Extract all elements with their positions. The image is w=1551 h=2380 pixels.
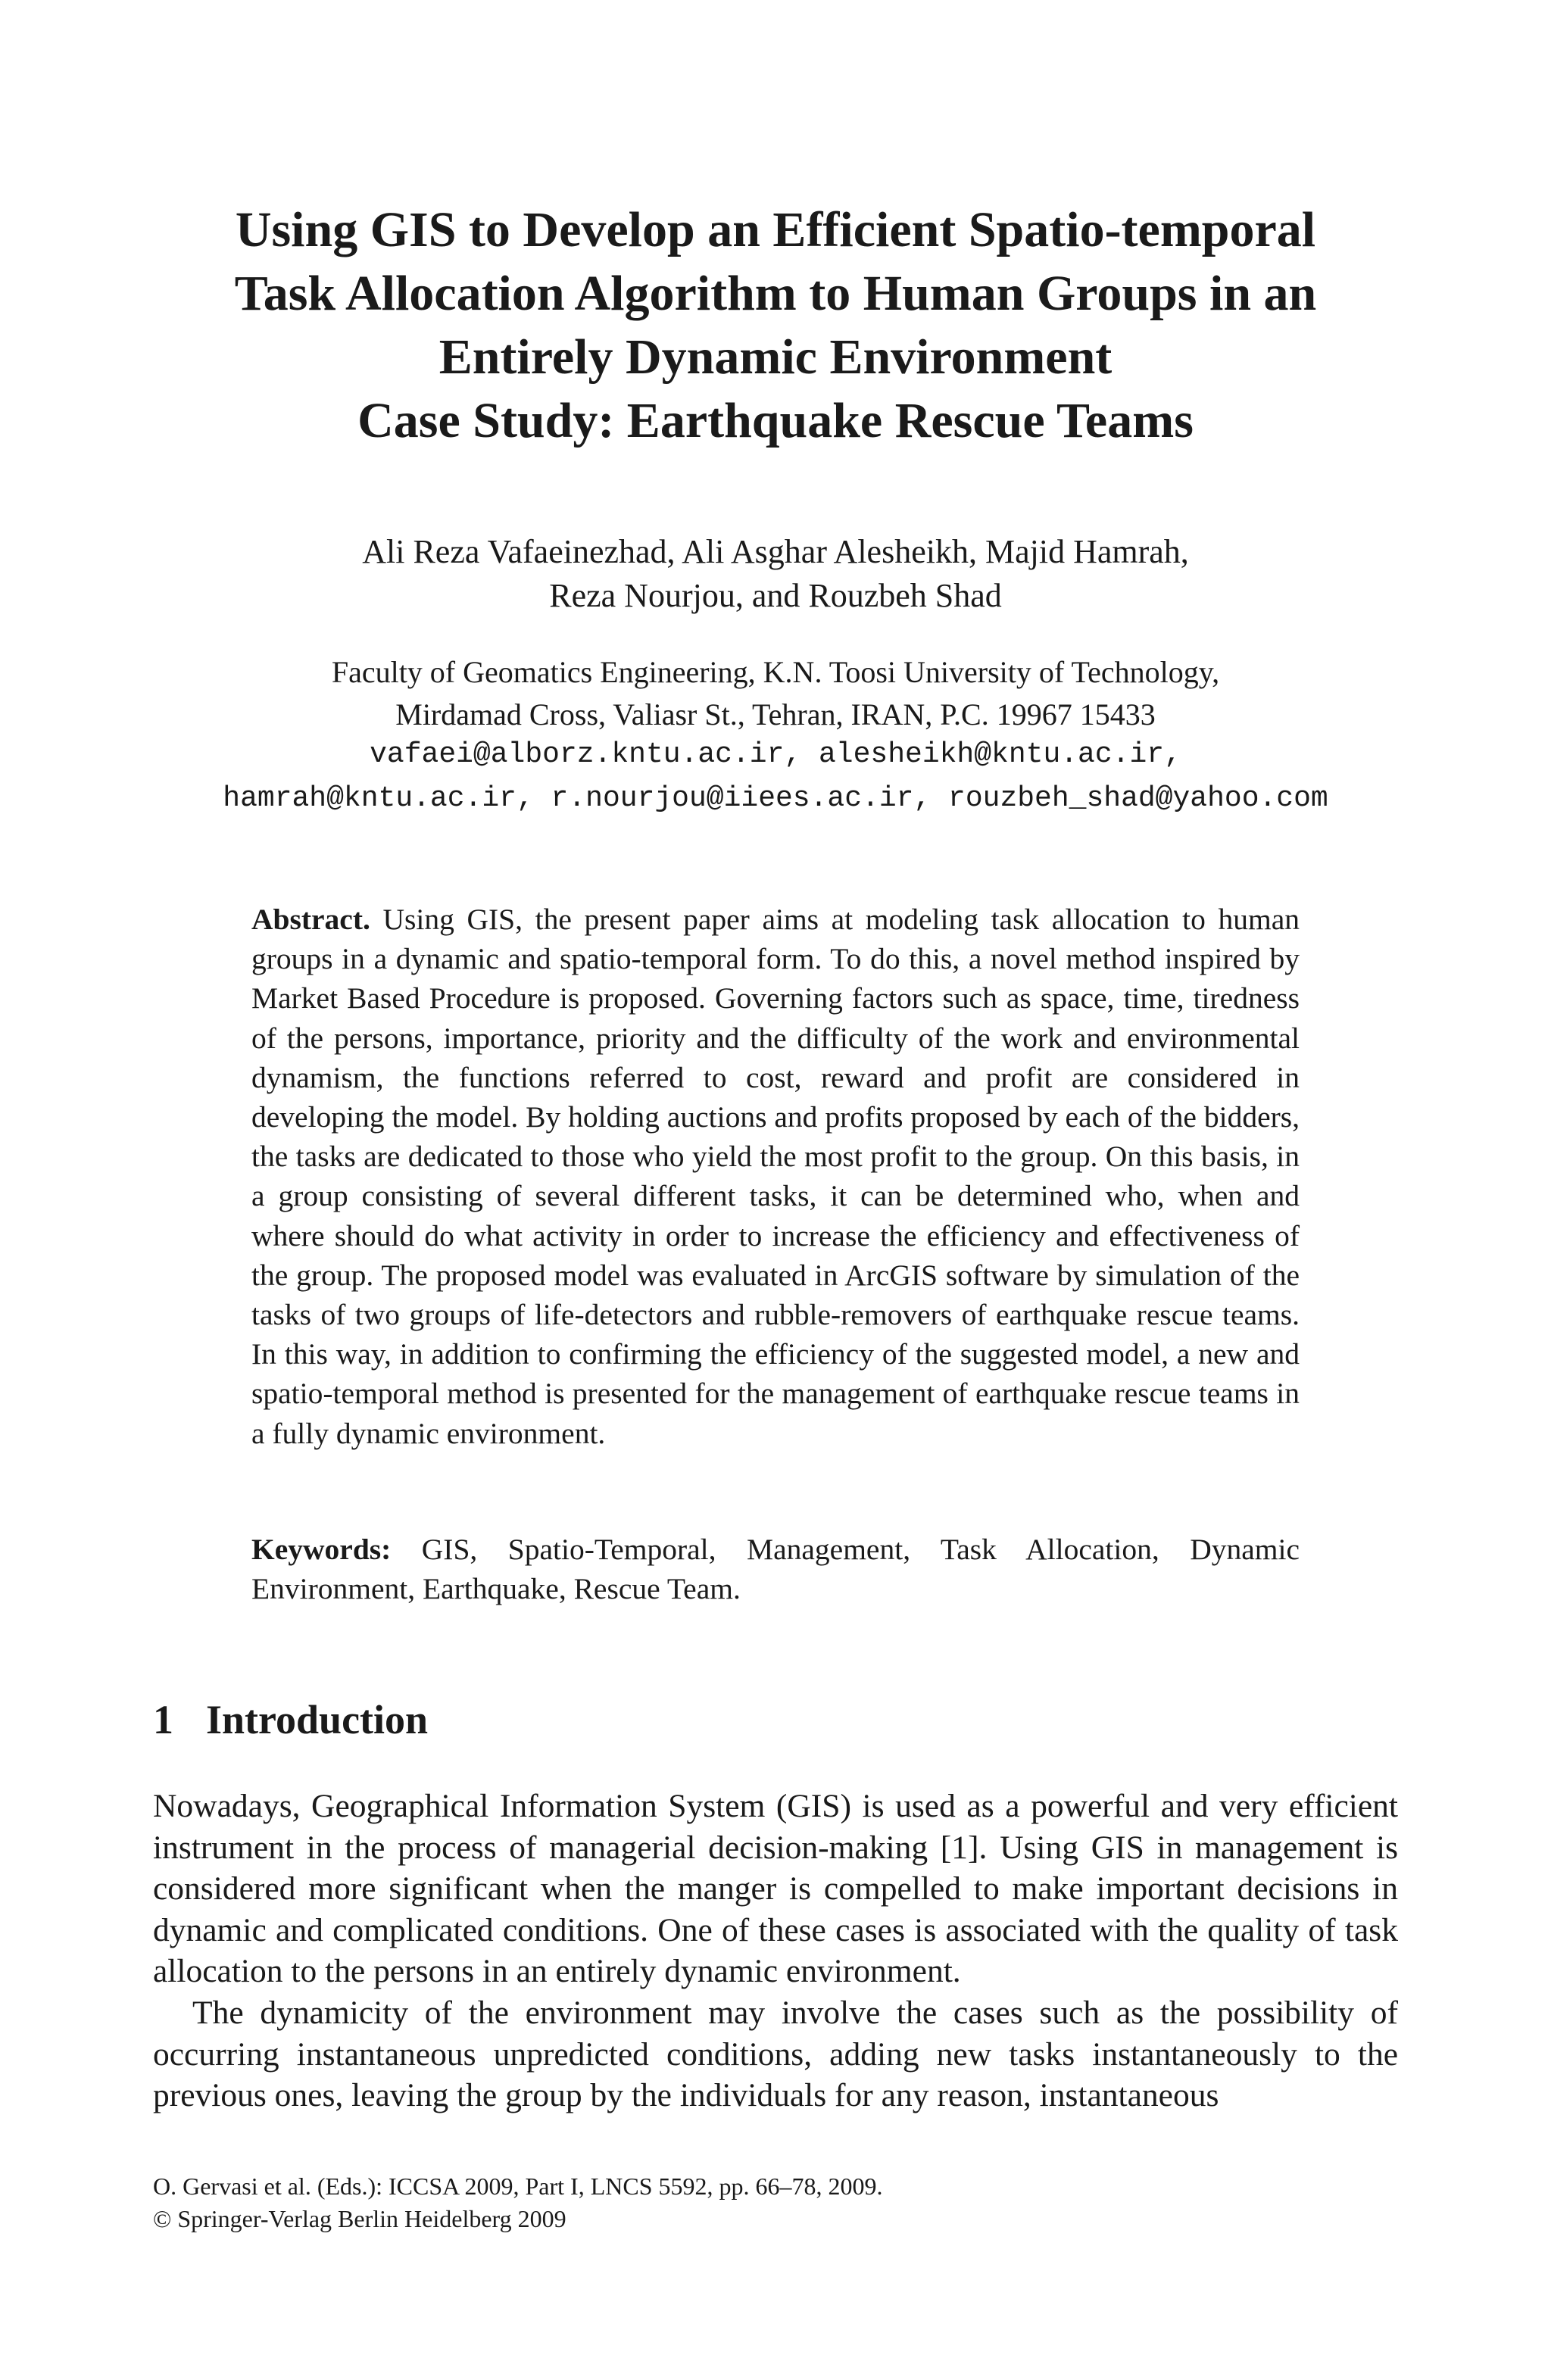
section-title: Introduction (206, 1697, 429, 1742)
body-paragraph: Nowadays, Geographical Information System (GIS) is used as a powerful and very efficient instrument in the process of managerial decision-making [1]. Using GIS in management is considered more significant when the manger is compelled to make important decisions in dynamic and complicated conditions. One of these cases is associated with the quality of task allocation to the persons in an entirely dynamic environment. (153, 1788, 1398, 1990)
author-line: Ali Reza Vafaeinezhad, Ali Asghar Alesheikh, Majid Hamrah, (362, 533, 1189, 570)
author-list (114, 530, 1437, 618)
section-number: 1 (153, 1697, 173, 1742)
author-line: Reza Nourjou, and Rouzbeh Shad (549, 577, 1002, 614)
title-line: Case Study: Earthquake Rescue Teams (357, 393, 1194, 448)
section-heading (153, 1693, 428, 1746)
footer-line: O. Gervasi et al. (Eds.): ICCSA 2009, Part I, LNCS 5592, pp. 66–78, 2009. (153, 2173, 883, 2200)
citation-footer (153, 2170, 883, 2235)
paper-title (114, 198, 1437, 453)
affiliation-line: Faculty of Geomatics Engineering, K.N. Toosi University of Technology, (331, 655, 1220, 689)
affiliation (114, 651, 1437, 736)
title-line: Task Allocation Algorithm to Human Groups in an (234, 266, 1317, 321)
footer-line: © Springer-Verlag Berlin Heidelberg 2009 (153, 2205, 566, 2232)
abstract-text: Using GIS, the present paper aims at modeling task allocation to human groups in a dynamic and spatio-temporal form. To do this, a novel method inspired by Market Based Procedure is proposed. Governing factors such as space, time, tiredness of the persons, importance, priority and the difficulty of the work and environmental dynamism, the functions referred to cost, reward and profit are considered in developing the model. By holding auctions and profits proposed by each of the bidders, the tasks are dedicated to those who yield the most profit to the group. On this basis, in a group consisting of several different tasks, it can be determined who, when and where should do what activity in order to increase the efficiency and effectiveness of the group. The proposed model was evaluated in ArcGIS software by simulation of the tasks of two groups of life-detectors and rubble-removers of earthquake rescue teams. In this way, in addition to confirming the efficiency of the suggested model, a new and spatio-temporal method is presented for the management of earthquake rescue teams in a fully dynamic environment. (251, 903, 1300, 1450)
abstract-label: Abstract. (251, 903, 370, 936)
affiliation-line: Mirdamad Cross, Valiasr St., Tehran, IRAN, P.C. 19967 15433 (395, 697, 1156, 731)
keywords-text: GIS, Spatio-Temporal, Management, Task Allocation, Dynamic Environment, Earthquake, Rescue Team. (251, 1533, 1300, 1606)
title-line: Entirely Dynamic Environment (438, 329, 1113, 385)
abstract (251, 900, 1300, 1453)
email-line: vafaei@alborz.kntu.ac.ir, alesheikh@kntu.ac.ir, (370, 738, 1181, 771)
keywords-label: Keywords: (251, 1533, 392, 1566)
body-text (153, 1786, 1398, 2116)
email-line: hamrah@kntu.ac.ir, r.nourjou@iiees.ac.ir, rouzbeh_shad@yahoo.com (223, 782, 1328, 815)
body-paragraph: The dynamicity of the environment may involve the cases such as the possibility of occurring instantaneous unpredicted conditions, adding new tasks instantaneously to the previous ones, leaving the group by the individuals for any reason, instantaneous (153, 1994, 1398, 2114)
keywords (251, 1530, 1300, 1608)
title-line: Using GIS to Develop an Efficient Spatio-temporal (235, 202, 1316, 257)
author-emails (76, 733, 1475, 821)
